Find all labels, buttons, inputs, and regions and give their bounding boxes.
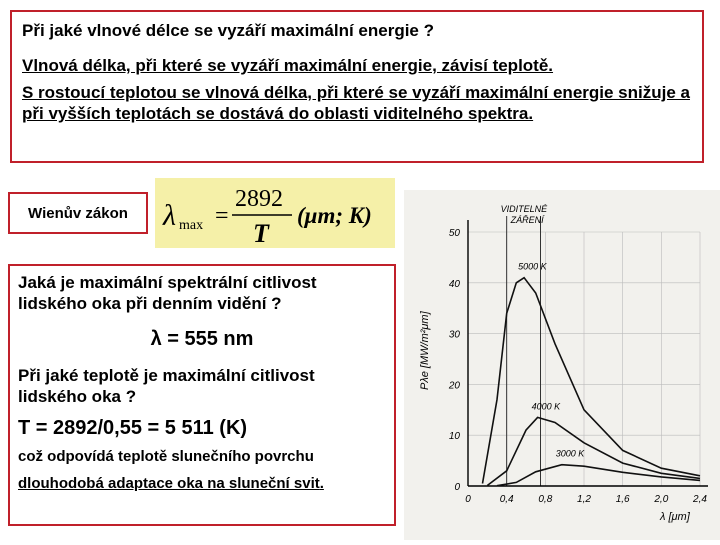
- short-answer: Vlnová délka, při které se vyzáří maximální energie, závisí teplotě.: [22, 56, 554, 75]
- eye-question: Jaká je maximální spektrální citlivost lidského oka při denním vidění ?: [18, 273, 317, 313]
- y-tick-label: 20: [448, 380, 460, 392]
- sun-surface-note: což odpovídá teplotě slunečního povrchu: [18, 448, 314, 465]
- x-tick-label: 2,4: [693, 494, 707, 505]
- series-line: [487, 417, 700, 485]
- formula-subscript: max: [179, 218, 204, 233]
- temperature-calculation: T = 2892/0,55 = 5 511 (K): [18, 417, 248, 439]
- x-axis-label: λ [μm]: [660, 511, 690, 523]
- x-tick-label: 1,6: [615, 494, 630, 505]
- chart-svg: [404, 190, 720, 540]
- adaptation-note: [18, 475, 386, 492]
- adaptation-text: dlouhodobá adaptace oka na sluneční svit: [18, 475, 320, 492]
- y-tick-label: 10: [448, 431, 460, 443]
- header-box: [10, 10, 704, 163]
- visible-band-label: VIDITELNÉ: [500, 204, 548, 214]
- wien-law-label: Wienův zákon: [8, 192, 148, 234]
- blackbody-chart: [404, 190, 720, 540]
- formula-units: (μm; K): [297, 203, 372, 228]
- x-tick-label: 0,4: [499, 494, 514, 505]
- main-question: Při jaké vlnové délce se vyzáří maximální energie ?: [22, 21, 434, 40]
- y-tick-label: 30: [448, 329, 460, 341]
- x-tick-label: 0: [465, 494, 471, 505]
- wien-formula: [155, 178, 395, 248]
- y-tick-label: 40: [448, 278, 460, 290]
- visible-band-label-2: ZÁŘENÍ: [510, 215, 544, 225]
- adaptation-period: .: [319, 475, 324, 492]
- y-axis-label: Pλe [MW/m²μm]: [419, 311, 431, 390]
- y-tick-label: 0: [454, 482, 460, 493]
- x-tick-label: 0,8: [538, 494, 553, 505]
- series-label: 5000 K: [518, 261, 547, 272]
- formula-equals: =: [215, 203, 229, 229]
- formula-denominator: T: [253, 219, 269, 248]
- formula-lambda: λ: [163, 199, 176, 232]
- series-label: 3000 K: [555, 448, 585, 459]
- x-tick-label: 2,0: [654, 494, 669, 505]
- temperature-question: Při jaké teplotě je maximální citlivost lidského oka ?: [18, 366, 315, 406]
- series-label: 4000 K: [531, 401, 561, 412]
- lambda-value: λ = 555 nm: [150, 328, 254, 350]
- eye-sensitivity-box: [8, 264, 396, 526]
- x-tick-label: 1,2: [577, 494, 591, 505]
- series-line: [497, 465, 700, 486]
- formula-numerator: 2892: [235, 186, 283, 212]
- long-answer: S rostoucí teplotou se vlnová délka, při které se vyzáří maximální energie snižuje a při vyšších teplotách se dostává do oblasti viditelného spektra.: [22, 83, 690, 123]
- y-tick-label: 50: [448, 228, 460, 239]
